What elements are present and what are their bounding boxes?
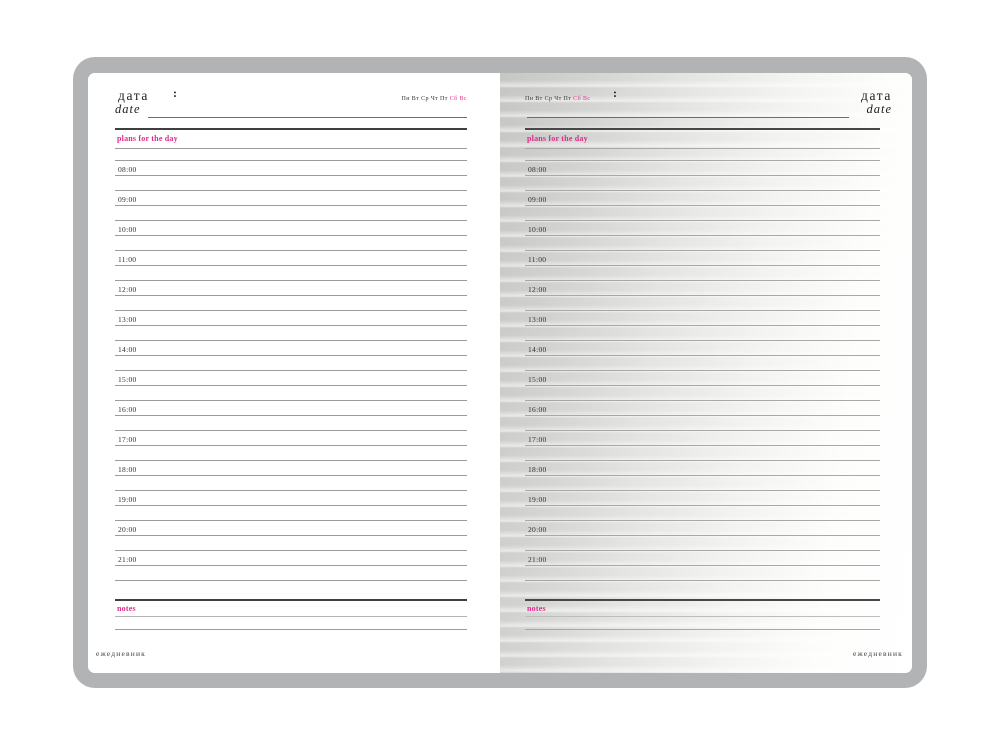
half-hour-line — [525, 326, 880, 341]
weekdays-label: Пн Вт Ср Чт Пт — [525, 96, 572, 102]
hour-row — [115, 371, 467, 386]
notes-label: notes — [117, 603, 136, 613]
weekday-strip — [525, 96, 590, 102]
hour-row — [525, 311, 880, 326]
half-hour-line — [525, 266, 880, 281]
hour-label: 13:00 — [118, 314, 137, 324]
hour-label: 15:00 — [528, 374, 547, 384]
hour-row — [115, 281, 467, 296]
brand-text: ежедневник — [852, 648, 903, 658]
hour-row — [115, 431, 467, 446]
plans-row — [525, 130, 880, 149]
half-hour-line — [115, 326, 467, 341]
hour-label: 20:00 — [528, 524, 547, 534]
hour-row — [525, 371, 880, 386]
ruled-line — [525, 149, 880, 161]
page-right-header — [525, 73, 892, 128]
date-label-en: date — [115, 102, 141, 116]
half-hour-line — [525, 356, 880, 371]
notes-row — [525, 601, 880, 617]
notes-row — [115, 601, 467, 617]
half-hour-line — [525, 476, 880, 491]
hour-label: 12:00 — [528, 284, 547, 294]
half-hour-line — [115, 536, 467, 551]
half-hour-line — [115, 416, 467, 431]
hour-label: 19:00 — [118, 494, 137, 504]
hour-row — [115, 311, 467, 326]
hour-row — [115, 551, 467, 566]
hour-row — [115, 221, 467, 236]
hour-row — [525, 281, 880, 296]
half-hour-line — [525, 236, 880, 251]
half-hour-line — [525, 416, 880, 431]
half-hour-line — [525, 566, 880, 581]
hour-row — [115, 521, 467, 536]
hour-row — [525, 461, 880, 476]
hour-label: 18:00 — [528, 464, 547, 474]
half-hour-line — [115, 476, 467, 491]
hour-label: 20:00 — [118, 524, 137, 534]
hour-label: 18:00 — [118, 464, 137, 474]
half-hour-line — [115, 506, 467, 521]
hour-label: 09:00 — [528, 194, 547, 204]
date-colon: : — [173, 86, 177, 100]
page-right-content — [525, 73, 892, 673]
hour-row — [525, 431, 880, 446]
hour-row — [525, 521, 880, 536]
hour-row — [525, 341, 880, 356]
weekend-label: Сб Вс — [449, 96, 467, 102]
hour-row — [115, 401, 467, 416]
hour-row — [525, 551, 880, 566]
plans-row — [115, 130, 467, 149]
hour-label: 14:00 — [528, 344, 547, 354]
half-hour-line — [525, 536, 880, 551]
planner-cover-frame — [73, 57, 927, 688]
hour-label: 21:00 — [118, 554, 137, 564]
half-hour-line — [115, 386, 467, 401]
hour-row — [115, 461, 467, 476]
hour-label: 21:00 — [528, 554, 547, 564]
page-left-header — [115, 73, 467, 128]
half-hour-line — [525, 206, 880, 221]
date-label-en: date — [866, 102, 892, 116]
ruled-line — [115, 617, 467, 630]
hour-label: 11:00 — [118, 254, 137, 264]
half-hour-line — [115, 206, 467, 221]
weekdays-label: Пн Вт Ср Чт Пт — [401, 96, 448, 102]
half-hour-line — [115, 356, 467, 371]
plans-label: plans for the day — [527, 134, 588, 143]
ruled-line — [525, 617, 880, 630]
hour-label: 14:00 — [118, 344, 137, 354]
hour-label: 16:00 — [118, 404, 137, 414]
half-hour-line — [525, 386, 880, 401]
hour-row — [525, 251, 880, 266]
hour-row — [115, 491, 467, 506]
half-hour-line — [115, 266, 467, 281]
planner-spread — [88, 73, 912, 673]
half-hour-line — [115, 296, 467, 311]
page-left — [88, 73, 500, 673]
date-label-ru: дата — [861, 88, 892, 103]
hour-row — [115, 341, 467, 356]
spacer-row — [525, 581, 880, 599]
hour-row — [525, 491, 880, 506]
hour-label: 08:00 — [528, 164, 547, 174]
hour-label: 12:00 — [118, 284, 137, 294]
page-right — [500, 73, 912, 673]
half-hour-line — [115, 236, 467, 251]
hour-label: 15:00 — [118, 374, 137, 384]
weekday-strip — [402, 96, 467, 102]
hour-row — [115, 191, 467, 206]
half-hour-line — [115, 566, 467, 581]
hour-label: 08:00 — [118, 164, 137, 174]
hour-label: 10:00 — [118, 224, 137, 234]
notes-label: notes — [527, 603, 546, 613]
hour-label: 10:00 — [528, 224, 547, 234]
brand-text: ежедневник — [96, 648, 147, 658]
hour-row — [525, 221, 880, 236]
weekend-label: Сб Вс — [573, 96, 591, 102]
half-hour-line — [525, 506, 880, 521]
hour-label: 13:00 — [528, 314, 547, 324]
half-hour-line — [115, 176, 467, 191]
hour-row — [525, 191, 880, 206]
date-colon: : — [613, 86, 617, 100]
spacer-row — [115, 581, 467, 599]
hour-label: 09:00 — [118, 194, 137, 204]
page-left-content — [115, 73, 467, 673]
date-fill-line — [527, 117, 849, 118]
ruled-line — [115, 149, 467, 161]
hour-row — [525, 161, 880, 176]
half-hour-line — [525, 176, 880, 191]
date-label-ru: дата — [118, 88, 149, 103]
hour-label: 19:00 — [528, 494, 547, 504]
hour-label: 16:00 — [528, 404, 547, 414]
plans-label: plans for the day — [117, 134, 178, 143]
date-fill-line — [148, 117, 467, 118]
half-hour-line — [115, 446, 467, 461]
hour-label: 17:00 — [118, 434, 137, 444]
hour-label: 17:00 — [528, 434, 547, 444]
hour-label: 11:00 — [528, 254, 547, 264]
hour-row — [525, 401, 880, 416]
half-hour-line — [525, 296, 880, 311]
hour-row — [115, 251, 467, 266]
half-hour-line — [525, 446, 880, 461]
hour-row — [115, 161, 467, 176]
